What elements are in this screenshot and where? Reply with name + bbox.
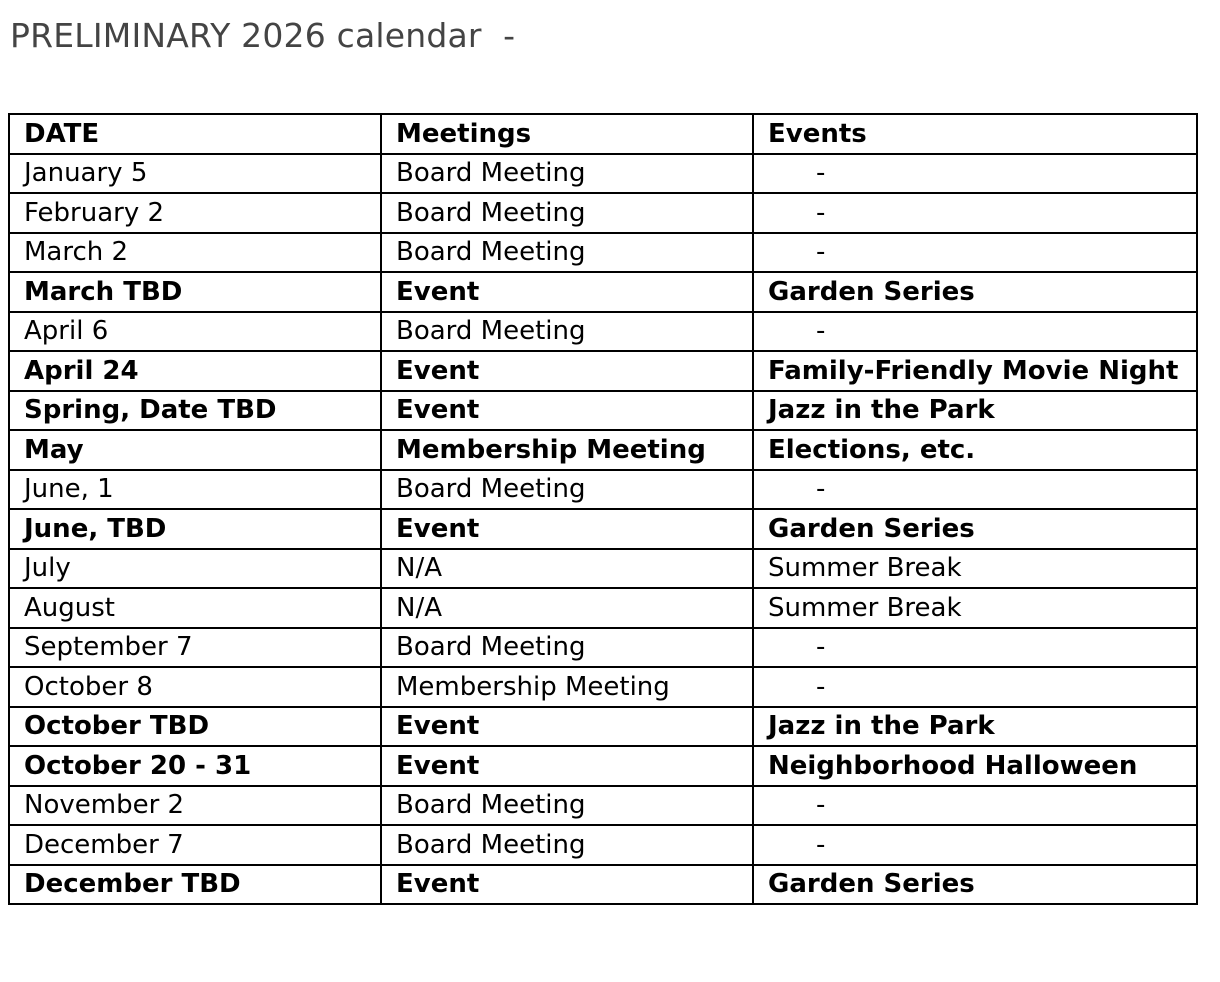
event-cell: Summer Break — [753, 549, 1197, 589]
date-cell: December 7 — [9, 825, 381, 865]
meeting-cell: Event — [381, 707, 753, 747]
event-cell: - — [753, 233, 1197, 273]
table-row — [9, 272, 1197, 312]
meeting-cell: Board Meeting — [381, 154, 753, 194]
table-row — [9, 549, 1197, 589]
table-header-row — [9, 114, 1197, 154]
table-row — [9, 430, 1197, 470]
page-title: PRELIMINARY 2026 calendar - — [10, 16, 516, 55]
meeting-cell: Event — [381, 509, 753, 549]
date-cell: October TBD — [9, 707, 381, 747]
table-row — [9, 825, 1197, 865]
date-cell: March 2 — [9, 233, 381, 273]
meeting-cell: Board Meeting — [381, 233, 753, 273]
date-cell: May — [9, 430, 381, 470]
meeting-cell: Membership Meeting — [381, 667, 753, 707]
event-cell: Neighborhood Halloween — [753, 746, 1197, 786]
meeting-cell: Event — [381, 746, 753, 786]
table-row — [9, 391, 1197, 431]
meeting-cell: N/A — [381, 549, 753, 589]
meeting-cell: Event — [381, 351, 753, 391]
table-body — [9, 154, 1197, 905]
table-row — [9, 588, 1197, 628]
date-cell: April 6 — [9, 312, 381, 352]
meeting-cell: Event — [381, 865, 753, 905]
date-cell: October 8 — [9, 667, 381, 707]
event-cell: Jazz in the Park — [753, 707, 1197, 747]
table-row — [9, 746, 1197, 786]
event-cell: - — [753, 628, 1197, 668]
meeting-cell: Board Meeting — [381, 193, 753, 233]
header-events: Events — [753, 114, 1197, 154]
meeting-cell: Board Meeting — [381, 786, 753, 826]
table-row — [9, 707, 1197, 747]
date-cell: June, TBD — [9, 509, 381, 549]
date-cell: June, 1 — [9, 470, 381, 510]
date-cell: January 5 — [9, 154, 381, 194]
table-row — [9, 470, 1197, 510]
header-meetings: Meetings — [381, 114, 753, 154]
table-row — [9, 865, 1197, 905]
event-cell: Jazz in the Park — [753, 391, 1197, 431]
date-cell: October 20 - 31 — [9, 746, 381, 786]
table-row — [9, 351, 1197, 391]
table-row — [9, 193, 1197, 233]
event-cell: - — [753, 470, 1197, 510]
date-cell: July — [9, 549, 381, 589]
event-cell: - — [753, 667, 1197, 707]
table-row — [9, 233, 1197, 273]
date-cell: December TBD — [9, 865, 381, 905]
table-row — [9, 667, 1197, 707]
date-cell: March TBD — [9, 272, 381, 312]
table-row — [9, 786, 1197, 826]
event-cell: - — [753, 193, 1197, 233]
meeting-cell: Event — [381, 391, 753, 431]
event-cell: Garden Series — [753, 865, 1197, 905]
calendar-table — [8, 113, 1198, 905]
event-cell: Garden Series — [753, 272, 1197, 312]
date-cell: November 2 — [9, 786, 381, 826]
event-cell: - — [753, 312, 1197, 352]
event-cell: Garden Series — [753, 509, 1197, 549]
event-cell: Summer Break — [753, 588, 1197, 628]
meeting-cell: Board Meeting — [381, 628, 753, 668]
date-cell: August — [9, 588, 381, 628]
meeting-cell: Board Meeting — [381, 825, 753, 865]
event-cell: - — [753, 825, 1197, 865]
event-cell: Family-Friendly Movie Night — [753, 351, 1197, 391]
event-cell: - — [753, 154, 1197, 194]
table-row — [9, 312, 1197, 352]
date-cell: September 7 — [9, 628, 381, 668]
meeting-cell: Board Meeting — [381, 470, 753, 510]
table-row — [9, 628, 1197, 668]
event-cell: Elections, etc. — [753, 430, 1197, 470]
date-cell: April 24 — [9, 351, 381, 391]
table-row — [9, 509, 1197, 549]
meeting-cell: N/A — [381, 588, 753, 628]
header-date: DATE — [9, 114, 381, 154]
date-cell: February 2 — [9, 193, 381, 233]
event-cell: - — [753, 786, 1197, 826]
meeting-cell: Event — [381, 272, 753, 312]
meeting-cell: Board Meeting — [381, 312, 753, 352]
table-row — [9, 154, 1197, 194]
meeting-cell: Membership Meeting — [381, 430, 753, 470]
date-cell: Spring, Date TBD — [9, 391, 381, 431]
